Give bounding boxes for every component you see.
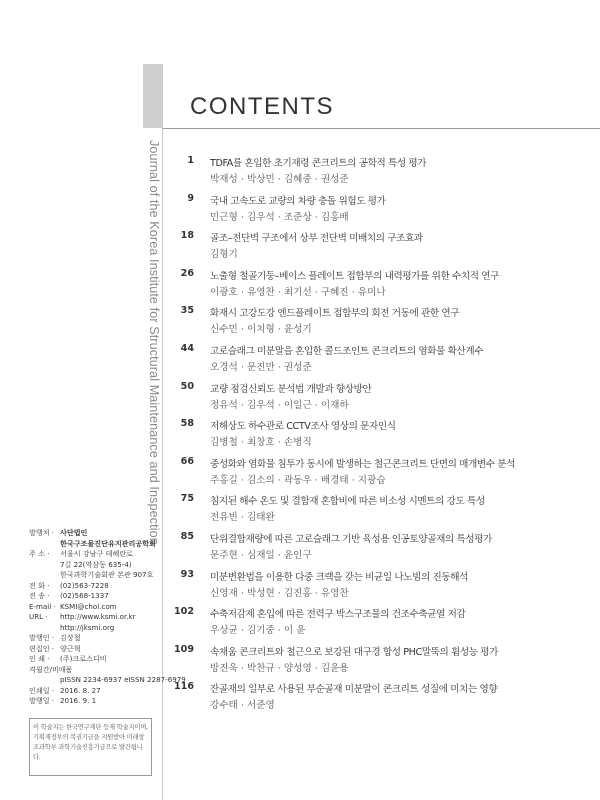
toc-authors: 김형기 [210, 249, 238, 261]
publisher-info-row [29, 633, 159, 644]
toc-article-title[interactable]: 단위결합재량에 따른 고로슬래그 기반 육성용 인공토양골재의 특성평가 [210, 533, 492, 545]
toc-entry[interactable] [163, 265, 600, 303]
publisher-info-row [29, 675, 186, 686]
toc-entry[interactable] [163, 302, 600, 340]
toc-article-title[interactable]: 중성화와 염화물 침투가 동시에 발생하는 철근콘크리트 단면의 매개변수 분석 [210, 458, 515, 470]
publisher-info-row [29, 612, 159, 623]
publisher-info-row [29, 581, 159, 592]
toc-authors: 민근형 · 김우석 · 조준상 · 김홍배 [210, 211, 349, 223]
publisher-info-label: 편집인 · [29, 643, 55, 653]
toc-entry[interactable] [163, 415, 600, 453]
publisher-info-label: 인 쇄 · [29, 654, 50, 663]
publisher-info-value: 사단법인 [60, 528, 88, 537]
toc-page-number: 50 [180, 380, 194, 392]
toc-page-number: 102 [173, 606, 194, 618]
publisher-info-row [29, 623, 159, 634]
toc-article-title[interactable]: 수축저감제 혼입에 따른 전력구 박스구조물의 건조수축균열 저감 [210, 609, 466, 621]
publisher-info-row [29, 696, 159, 707]
publisher-info-label: 격월간/비매품 [29, 664, 73, 674]
toc-entry[interactable] [163, 227, 600, 265]
publisher-info-value: (02)568-1337 [60, 591, 109, 600]
publisher-info-row [29, 644, 159, 655]
toc-entry[interactable] [163, 190, 600, 228]
publisher-info-row [29, 528, 159, 539]
publisher-info-row [29, 591, 159, 602]
publisher-info-row [29, 602, 159, 613]
toc-page-number: 44 [180, 342, 194, 354]
toc-article-title[interactable]: 잔골재의 일부로 사용된 부순골재 미분말이 콘크리트 성질에 미치는 영향 [210, 684, 498, 696]
toc-entry[interactable] [163, 152, 600, 190]
publisher-info-label: 전 화 · [29, 580, 50, 590]
publisher-info-value: 7길 22(역삼동 635-4) [60, 559, 132, 569]
toc-page-number: 66 [180, 455, 194, 467]
toc-page-number: 18 [180, 230, 194, 242]
publisher-info-value: 김상철 [60, 633, 81, 642]
publisher-info-label: 발행처 · [29, 528, 55, 537]
toc-authors: 방진욱 · 박찬규 · 양성영 · 김윤용 [210, 662, 349, 674]
toc-page-number: 85 [180, 530, 194, 542]
publisher-info-label: 발행인 · [29, 633, 55, 642]
publisher-info-row [29, 654, 159, 665]
publisher-info-value: pISSN 2234-6937 eISSN 2287-6979 [60, 675, 186, 684]
toc-article-title[interactable]: 화재시 고강도강 엔드플레이트 접합부의 회전 거동에 관한 연구 [210, 308, 460, 320]
publisher-info-row [29, 560, 159, 571]
toc-authors: 신영재 · 박성현 · 김진홍 · 유영찬 [210, 587, 349, 599]
publisher-info-value: http://www.ksmi.or.kr [60, 612, 136, 621]
toc-authors: 문주현 · 심재일 · 윤인구 [210, 549, 312, 561]
publisher-info-value: (02)563-7228 [60, 580, 109, 590]
publisher-info-label [29, 539, 60, 550]
publisher-info-value: 2016. 8. 27 [60, 685, 101, 695]
toc-authors: 신수민 · 이치형 · 윤성기 [210, 324, 312, 336]
publisher-info-label [29, 560, 60, 571]
toc-article-title[interactable]: 골조–전단벽 구조에서 상부 전단벽 미배치의 구조효과 [210, 233, 423, 245]
toc-entry[interactable] [163, 453, 600, 491]
toc-entry[interactable] [163, 340, 600, 378]
toc-article-title[interactable]: TDFA를 혼입한 초기재령 콘크리트의 공학적 특성 평가 [210, 158, 427, 169]
publisher-info-label [29, 570, 60, 581]
publisher-info-label: 주 소 · [29, 549, 50, 558]
toc-authors: 이광호 · 유영찬 · 최기선 · 구혜진 · 유미나 [210, 286, 386, 298]
toc-entry[interactable] [163, 678, 600, 716]
publisher-info-value: 서울시 강남구 테헤란로 [60, 549, 134, 558]
publisher-info-row [29, 570, 159, 581]
publisher-info-label: 전 송 · [29, 591, 50, 600]
toc-entry[interactable] [163, 566, 600, 604]
publisher-info-label: 인쇄일 · [29, 685, 55, 695]
toc-page-number: 93 [180, 568, 194, 580]
toc-article-title[interactable]: 고로슬래그 미분말을 혼입한 콜드조인트 콘크리트의 염화물 확산계수 [210, 345, 484, 357]
publisher-info-value: 한국구조물진단유지관리공학회 [60, 538, 156, 548]
heading-rule [163, 128, 600, 129]
publisher-info-row [29, 549, 159, 560]
toc-page-number: 9 [187, 192, 194, 204]
toc-article-title[interactable]: 침지된 해수 온도 및 결합재 혼합비에 따른 비소성 시멘트의 강도 특성 [210, 496, 485, 508]
toc-entry[interactable] [163, 641, 600, 679]
toc-authors: 강수태 · 서준영 [210, 700, 275, 712]
gray-band [143, 64, 163, 128]
toc-authors: 주홍길 · 김소의 · 곽동우 · 배경태 · 지광습 [210, 474, 386, 486]
toc-page-number: 75 [180, 493, 194, 505]
toc-entry[interactable] [163, 528, 600, 566]
contents-heading: CONTENTS [190, 93, 334, 120]
publisher-info-label: URL · [29, 612, 48, 621]
toc-article-title[interactable]: 국내 고속도로 교량의 차량 충돌 위험도 평가 [210, 195, 386, 207]
toc-authors: 전유빈 · 김태완 [210, 512, 275, 524]
toc-entry[interactable] [163, 378, 600, 416]
publisher-info-label [29, 675, 60, 686]
toc-authors: 박재성 · 박상민 · 김혜중 · 권성준 [210, 174, 349, 185]
toc-authors: 김병철 · 최창호 · 손병직 [210, 437, 312, 449]
toc-page-number: 116 [173, 681, 194, 693]
publisher-info-label [29, 623, 60, 634]
toc-article-title[interactable]: 노출형 철골기둥–베이스 플레이트 접합부의 내력평가를 위한 수치적 연구 [210, 270, 499, 282]
publisher-info-row [29, 686, 159, 697]
toc-page-number: 26 [180, 267, 194, 279]
toc-entry[interactable] [163, 603, 600, 641]
publisher-info-label: 발행일 · [29, 696, 55, 705]
journal-title-vertical: Journal of the Korea Institute for Structural Maintenance and Inspection [147, 140, 161, 545]
publisher-info-row [29, 539, 159, 550]
toc-article-title[interactable]: 속채움 콘크리트와 철근으로 보강된 대구경 합성 PHC말뚝의 휨성능 평가 [210, 646, 498, 658]
publisher-info-value: 한국과학기술회관 본관 907호 [60, 570, 154, 579]
table-of-contents [163, 152, 600, 716]
publisher-info-value: 양근혁 [60, 643, 81, 653]
toc-authors: 우상균 · 김기중 · 이 윤 [210, 625, 306, 637]
publisher-info-label: E-mail · [29, 601, 56, 611]
publisher-info-row [29, 665, 159, 676]
toc-article-title[interactable]: 미분변환법을 이용한 다중 크랙을 갖는 비균일 나노빔의 진동해석 [210, 571, 468, 583]
toc-page-number: 58 [180, 418, 194, 430]
toc-page-number: 35 [180, 305, 194, 317]
publisher-info-value: 2016. 9. 1 [60, 696, 97, 705]
publisher-info-value: http://jksmi.org [60, 622, 115, 632]
toc-authors: 오경석 · 문진만 · 권성준 [210, 361, 312, 373]
toc-entry[interactable] [163, 490, 600, 528]
publisher-info-value: (주)크로스디비 [60, 654, 107, 663]
publisher-info-value: KSMI@chol.com [60, 601, 117, 611]
funding-notice: 이 학술지는 한국연구재단 등재 학술지이며, 기획재정부의 복권기금을 지원받아 미래창조과학부 과학기술진흥기금으로 발간됩니다. [29, 718, 152, 776]
toc-article-title[interactable]: 교량 점검신뢰도 분석법 개발과 향상방안 [210, 383, 372, 395]
toc-article-title[interactable]: 저해상도 하수관로 CCTV조사 영상의 문자인식 [210, 421, 396, 433]
toc-page-number: 109 [173, 643, 194, 655]
toc-page-number: 1 [187, 155, 194, 166]
toc-authors: 정유석 · 김우석 · 이일근 · 이재하 [210, 399, 349, 411]
